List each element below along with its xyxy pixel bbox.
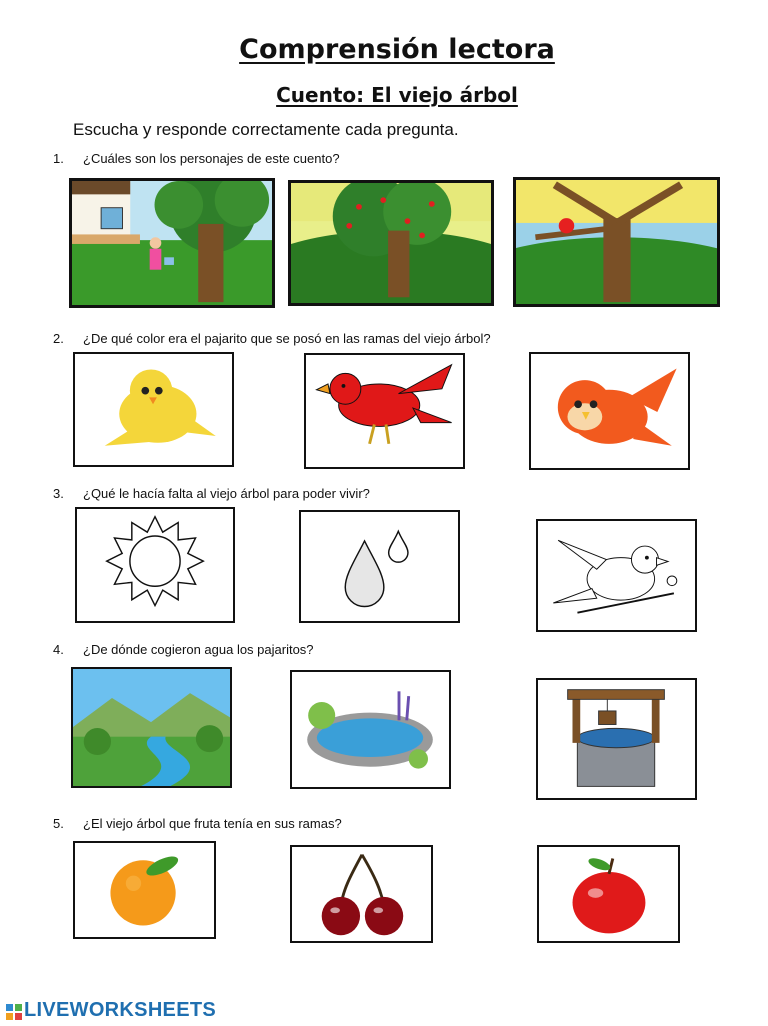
liveworksheets-logo-icon: [6, 1003, 22, 1019]
option-water-drops[interactable]: [299, 510, 460, 623]
option-orange[interactable]: [73, 841, 216, 939]
question-number: 1.: [53, 151, 64, 166]
question-text: ¿De qué color era el pajarito que se posó en las ramas del viejo árbol?: [83, 331, 491, 346]
option-bird-on-bare-tree[interactable]: [513, 177, 720, 307]
question-5: [53, 816, 342, 831]
option-cherries[interactable]: [290, 845, 433, 943]
option-red-bird[interactable]: [304, 353, 465, 469]
question-number: 3.: [53, 486, 64, 501]
instruction-text: Escucha y responde correctamente cada pregunta.: [73, 120, 459, 139]
option-sun[interactable]: [75, 507, 235, 623]
question-1: [53, 151, 340, 166]
option-apple-tree[interactable]: [288, 180, 494, 306]
option-apple[interactable]: [537, 845, 680, 943]
option-girl-watering-tree[interactable]: [69, 178, 275, 308]
question-text: ¿Qué le hacía falta al viejo árbol para poder vivir?: [83, 486, 370, 501]
option-bird-outline[interactable]: [536, 519, 697, 632]
option-pond[interactable]: [290, 670, 451, 789]
question-text: ¿Cuáles son los personajes de este cuento?: [83, 151, 340, 166]
question-number: 2.: [53, 331, 64, 346]
question-2: [53, 331, 491, 346]
footer-text: LIVEWORKSHEETS: [24, 999, 216, 1021]
question-4: [53, 642, 314, 657]
option-river[interactable]: [71, 667, 232, 788]
option-yellow-bird[interactable]: [73, 352, 234, 467]
question-number: 5.: [53, 816, 64, 831]
question-text: ¿El viejo árbol que fruta tenía en sus ramas?: [83, 816, 342, 831]
option-orange-bird[interactable]: [529, 352, 690, 470]
footer-brand: [6, 999, 216, 1022]
question-number: 4.: [53, 642, 64, 657]
option-well[interactable]: [536, 678, 697, 800]
question-text: ¿De dónde cogieron agua los pajaritos?: [83, 642, 314, 657]
story-subtitle: Cuento: El viejo árbol: [276, 83, 518, 107]
page-title: Comprensión lectora: [239, 34, 555, 65]
question-3: [53, 486, 370, 501]
